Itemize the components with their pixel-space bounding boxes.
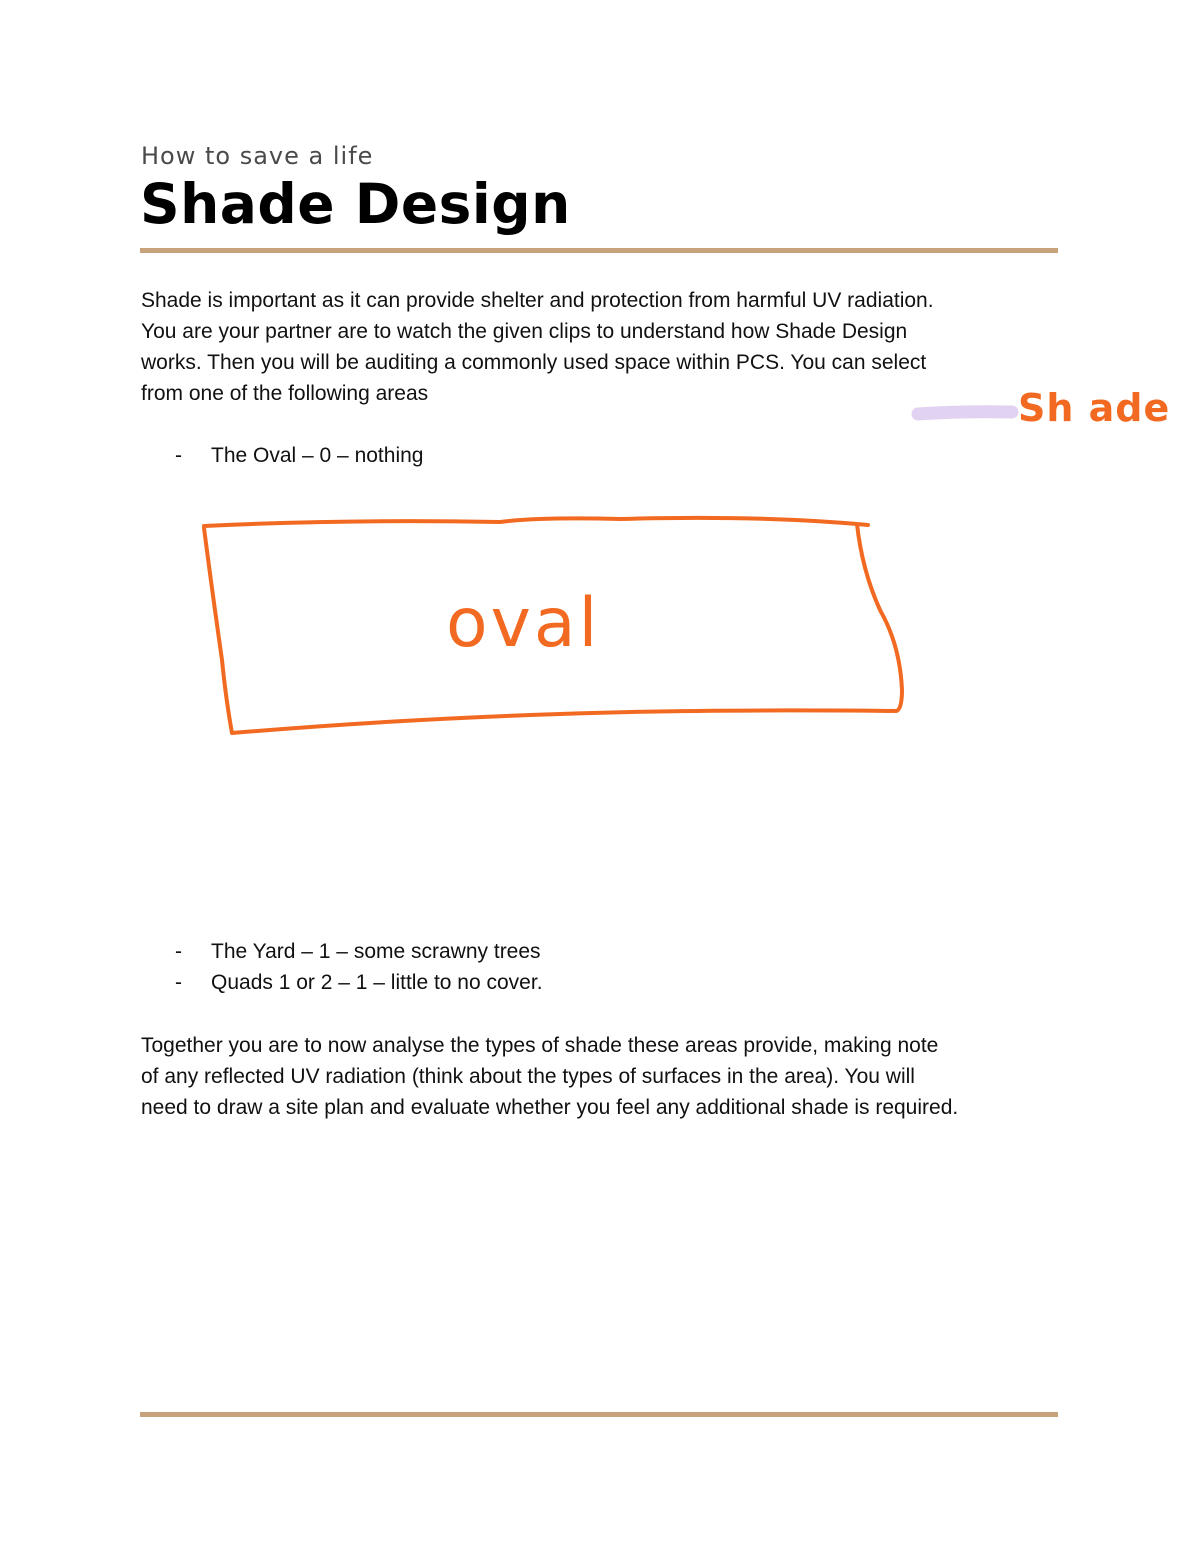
- area-item-text: The Oval – 0 – nothing: [211, 444, 424, 467]
- hand-drawn-rectangle: [204, 518, 902, 733]
- outro-line: need to draw a site plan and evaluate whether you feel any additional shade is required.: [141, 1096, 959, 1119]
- intro-line: from one of the following areas: [141, 382, 429, 405]
- intro-paragraph: [141, 285, 1071, 409]
- outro-paragraph: [141, 1030, 1071, 1123]
- highlighter-stroke: [918, 412, 1012, 414]
- bottom-divider: [140, 1412, 1058, 1417]
- top-divider: [140, 248, 1058, 253]
- intro-line: You are your partner are to watch the given clips to understand how Shade Design: [141, 320, 908, 343]
- document-subtitle: How to save a life: [141, 142, 374, 170]
- outro-line: of any reflected UV radiation (think about the types of surfaces in the area). You will: [141, 1065, 915, 1088]
- handwritten-oval-text: oval: [446, 584, 601, 663]
- handwritten-shade-text: Sh ade: [1018, 386, 1171, 430]
- intro-line: Shade is important as it can provide shelter and protection from harmful UV radiation.: [141, 289, 934, 312]
- area-item-text: Quads 1 or 2 – 1 – little to no cover.: [211, 971, 543, 994]
- area-item-quads: [141, 967, 543, 998]
- area-item-yard: [141, 936, 541, 967]
- document-title: Shade Design: [140, 172, 571, 236]
- area-item-oval: [141, 440, 423, 471]
- area-item-text: The Yard – 1 – some scrawny trees: [211, 940, 541, 963]
- bullet-dash: -: [175, 971, 182, 994]
- outro-line: Together you are to now analyse the types of shade these areas provide, making note: [141, 1034, 939, 1057]
- bullet-dash: -: [175, 444, 182, 467]
- intro-line: works. Then you will be auditing a commonly used space within PCS. You can select: [141, 351, 927, 374]
- bullet-dash: -: [175, 940, 182, 963]
